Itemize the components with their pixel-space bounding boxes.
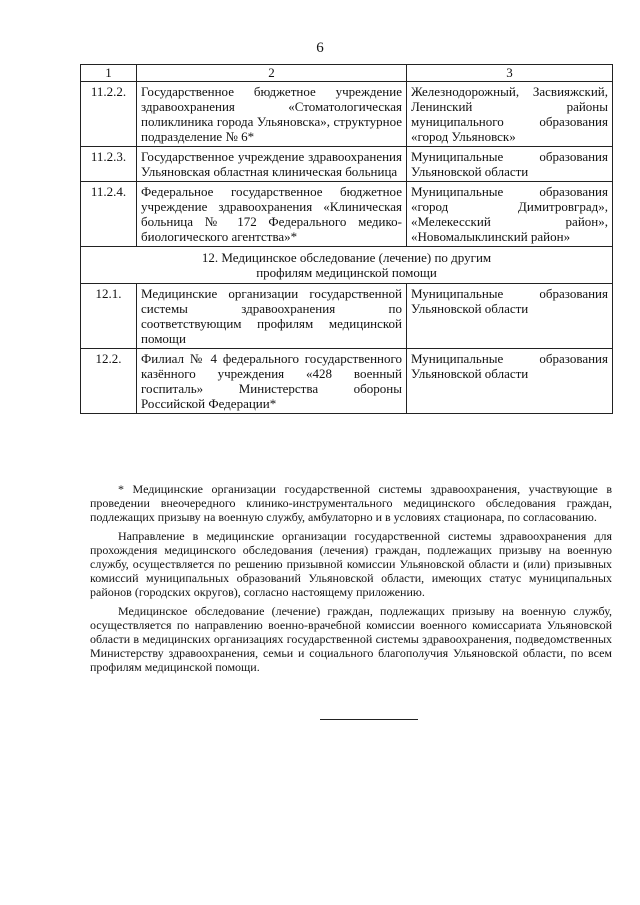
organization-cell: Федеральное государственное бюджетное учреждение здравоохранения «Клиническая больница № 172 Федерального медико-биологического агентства»* [137,182,407,247]
medical-organizations-table [80,64,613,414]
notes-section [90,482,612,679]
organization-cell: Медицинские организации государственной системы здравоохранения по соответствующим профилям медицинской помощи [137,284,407,349]
section-title-line-2: профилям медицинской помощи [256,265,437,280]
organization-cell: Филиал № 4 федерального государственного казённого учреждения «428 военный госпиталь» Министерства обороны Российской Федерации* [137,349,407,414]
header-col-3: 3 [407,65,613,82]
row-number: 11.2.3. [81,147,137,182]
row-number: 12.2. [81,349,137,414]
table-row [81,284,613,349]
page-number: 6 [316,40,324,56]
table-row [81,349,613,414]
row-number: 11.2.2. [81,82,137,147]
area-cell: Муниципальные образования Ульяновской области [407,349,613,414]
area-cell: Железнодорожный, Засвияжский, Ленинский районы муниципального образования «город Ульяновск» [407,82,613,147]
table-row [81,82,613,147]
section-title [81,247,613,284]
table-row [81,182,613,247]
examination-paragraph: Медицинское обследование (лечение) граждан, подлежащих призыву на военную службу, осуществляется по направлению военно-врачебной комиссии военного комиссариата Ульяновской области в медицинских организациях государственной системы здравоохранения, подведомственных Министерству здравоохранения, семьи и социального благополучия Ульяновской области, по всем профилям медицинской помощи. [90,604,612,674]
organization-cell: Государственное бюджетное учреждение здравоохранения «Стоматологическая поликлиника города Ульяновска», структурное подразделение № 6* [137,82,407,147]
header-col-1: 1 [81,65,137,82]
header-col-2: 2 [137,65,407,82]
table-row [81,147,613,182]
section-title-line-1: 12. Медицинское обследование (лечение) по другим [201,250,492,265]
organization-cell: Государственное учреждение здравоохранения Ульяновская областная клиническая больница [137,147,407,182]
row-number: 11.2.4. [81,182,137,247]
area-cell: Муниципальные образования «город Димитровград», «Мелекесский район», «Новомалыклинский район» [407,182,613,247]
row-number: 12.1. [81,284,137,349]
referral-paragraph: Направление в медицинские организации государственной системы здравоохранения для прохождения медицинского обследования (лечения) граждан, подлежащих призыву на военную службу, осуществляется по решению призывной комиссии Ульяновской области и (или) призывных комиссий муниципальных образований Ульяновской области, имеющих статус муниципальных районов (городских округов), согласно настоящему приложению. [90,529,612,599]
area-cell: Муниципальные образования Ульяновской области [407,147,613,182]
section-header-row [81,247,613,284]
table-header-row [81,65,613,82]
area-cell: Муниципальные образования Ульяновской области [407,284,613,349]
footnote-paragraph: * Медицинские организации государственной системы здравоохранения, участвующие в проведении внеочередного клинико-инструментального медицинского обследования граждан, подлежащих призыву на военную службу, амбулаторно и в условиях стационара, по согласованию. [90,482,612,524]
closing-divider-line [320,719,418,720]
